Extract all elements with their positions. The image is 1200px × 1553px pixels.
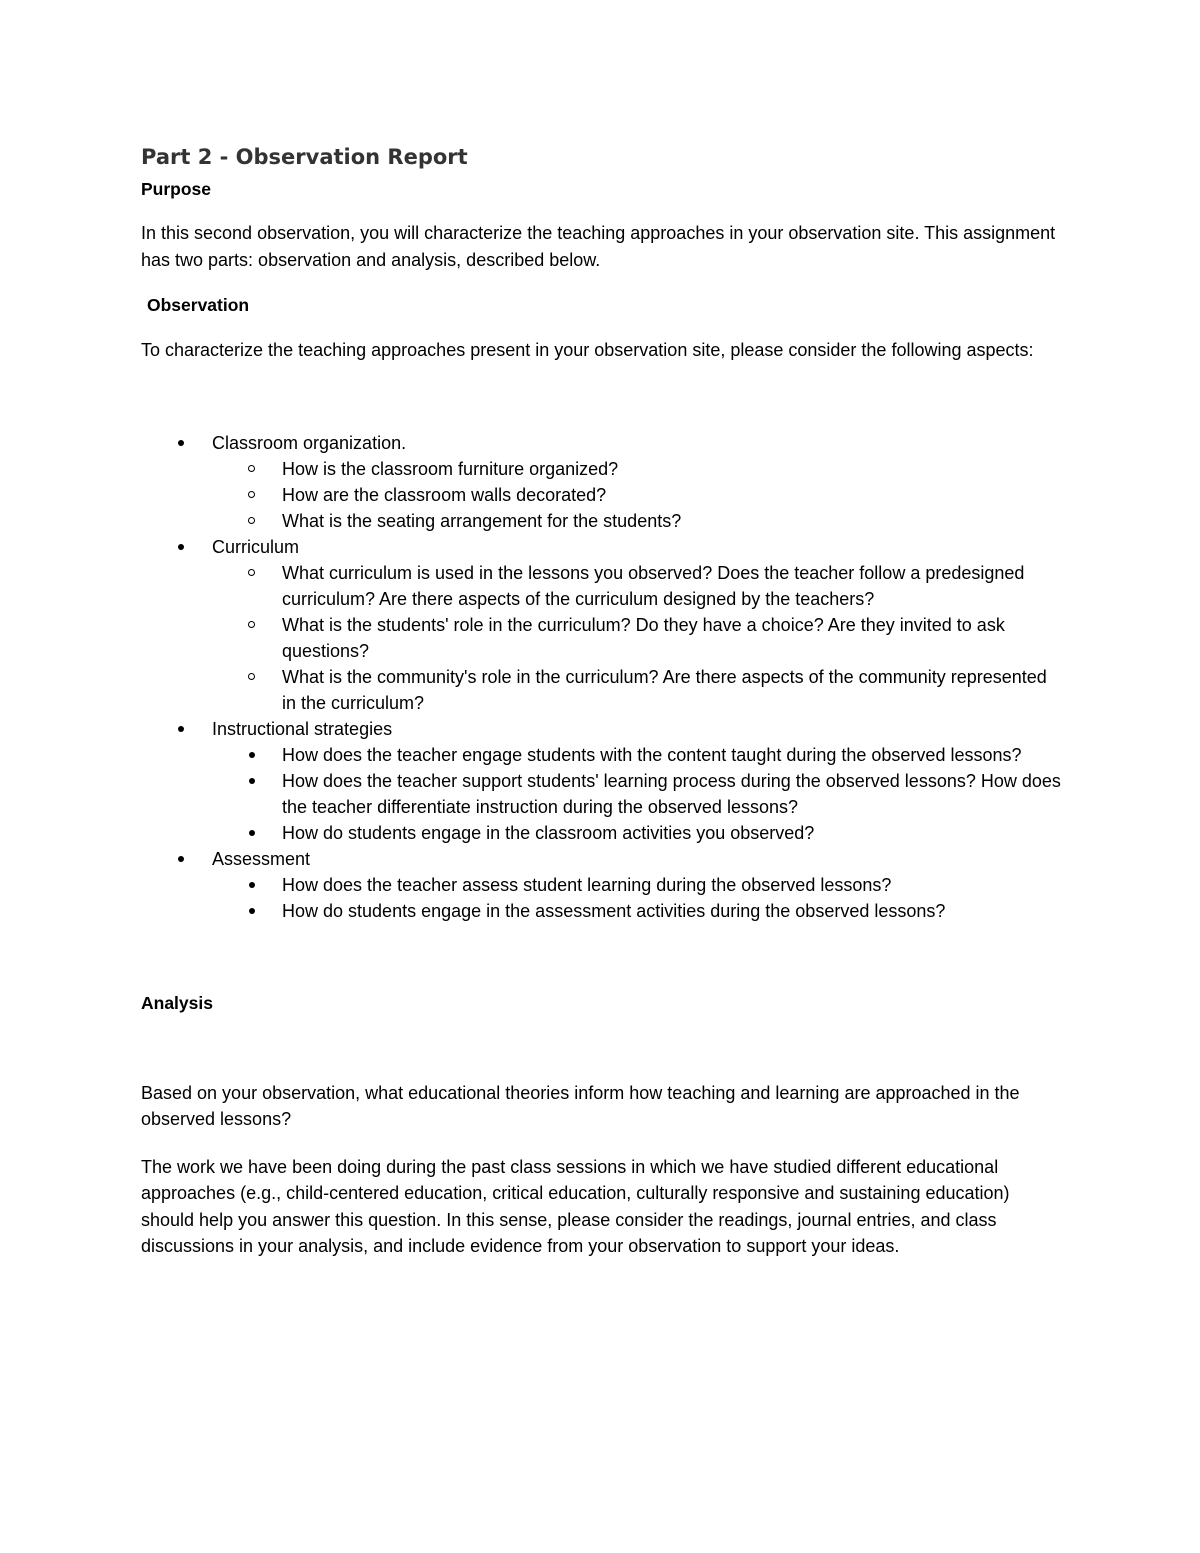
aspect-question-text: What is the seating arrangement for the students?	[282, 510, 682, 531]
aspect-item	[141, 716, 1061, 846]
bullet-circle-icon	[247, 664, 267, 690]
observation-paragraph: To characterize the teaching approaches present in your observation site, please consider the following aspects:	[141, 340, 1034, 360]
aspect-question-text: How does the teacher support students' learning process during the observed lessons? How does the teacher differentiate instruction during the observed lessons?	[282, 770, 1061, 817]
bullet-disc-icon	[176, 430, 196, 456]
bullet-disc-icon	[176, 534, 196, 560]
bullet-disc-icon	[176, 846, 196, 872]
analysis-heading: Analysis	[141, 992, 213, 1013]
bullet-disc-icon	[247, 742, 267, 768]
aspect-question-text: What curriculum is used in the lessons you observed? Does the teacher follow a predesigned curriculum? Are there aspects of the curriculum designed by the teachers?	[282, 562, 1025, 609]
aspect-label: Classroom organization.	[212, 432, 407, 453]
aspect-question-item	[141, 612, 1061, 664]
bullet-circle-icon	[247, 612, 267, 638]
intro-paragraph: In this second observation, you will characterize the teaching approaches in your observation site. This assignment has two parts: observation and analysis, described below.	[141, 223, 1056, 270]
aspect-question-text: How do students engage in the assessment activities during the observed lessons?	[282, 900, 946, 921]
aspect-sublist	[212, 872, 1061, 924]
aspect-question-item	[141, 898, 1061, 924]
page-title: Part 2 - Observation Report	[141, 145, 468, 169]
purpose-heading: Purpose	[141, 179, 212, 199]
aspect-label: Assessment	[212, 848, 311, 869]
bullet-disc-icon	[247, 898, 267, 924]
aspect-question-item	[141, 768, 1061, 820]
bullet-circle-icon	[247, 456, 267, 482]
bullet-disc-icon	[247, 820, 267, 846]
aspect-question-text: How is the classroom furniture organized?	[282, 458, 619, 479]
aspect-question-text: How does the teacher engage students with the content taught during the observed lessons?	[282, 744, 1022, 765]
aspect-question-item	[141, 742, 1061, 768]
bullet-circle-icon	[247, 482, 267, 508]
aspect-question-text: What is the students' role in the curriculum? Do they have a choice? Are they invited to ask questions?	[282, 614, 1005, 661]
aspect-label: Instructional strategies	[212, 718, 393, 739]
analysis-question-paragraph: Based on your observation, what educational theories inform how teaching and learning are approached in the observed lessons?	[141, 1082, 1020, 1129]
aspect-sublist	[212, 456, 1061, 534]
aspect-question-text: How are the classroom walls decorated?	[282, 484, 607, 505]
aspect-sublist	[212, 560, 1061, 716]
aspect-question-item	[141, 482, 1061, 508]
aspect-item	[141, 534, 1061, 716]
observation-heading: Observation	[147, 295, 250, 315]
aspect-question-text: What is the community's role in the curriculum? Are there aspects of the community represented in the curriculum?	[282, 666, 1047, 713]
aspect-question-item	[141, 560, 1061, 612]
aspect-question-item	[141, 456, 1061, 482]
analysis-guidance-paragraph: The work we have been doing during the past class sessions in which we have studied different educational approaches (e.g., child-centered education, critical education, culturally responsive and sustaining education) should help you answer this question. In this sense, please consider the readings, journal entries, and class discussions in your analysis, and include evidence from your observation to support your ideas.	[141, 1156, 1010, 1256]
document-content	[141, 140, 1061, 1260]
aspect-label: Curriculum	[212, 536, 300, 557]
aspects-list	[141, 430, 1061, 924]
bullet-circle-icon	[247, 508, 267, 534]
aspect-question-item	[141, 508, 1061, 534]
bullet-circle-icon	[247, 560, 267, 586]
aspect-question-text: How does the teacher assess student learning during the observed lessons?	[282, 874, 892, 895]
aspect-question-item	[141, 664, 1061, 716]
aspect-item	[141, 846, 1061, 924]
bullet-disc-icon	[247, 768, 267, 794]
aspect-item	[141, 430, 1061, 534]
aspect-question-item	[141, 872, 1061, 898]
aspect-question-text: How do students engage in the classroom activities you observed?	[282, 822, 815, 843]
bullet-disc-icon	[176, 716, 196, 742]
bullet-disc-icon	[247, 872, 267, 898]
aspect-sublist	[212, 742, 1061, 846]
aspect-question-item	[141, 820, 1061, 846]
